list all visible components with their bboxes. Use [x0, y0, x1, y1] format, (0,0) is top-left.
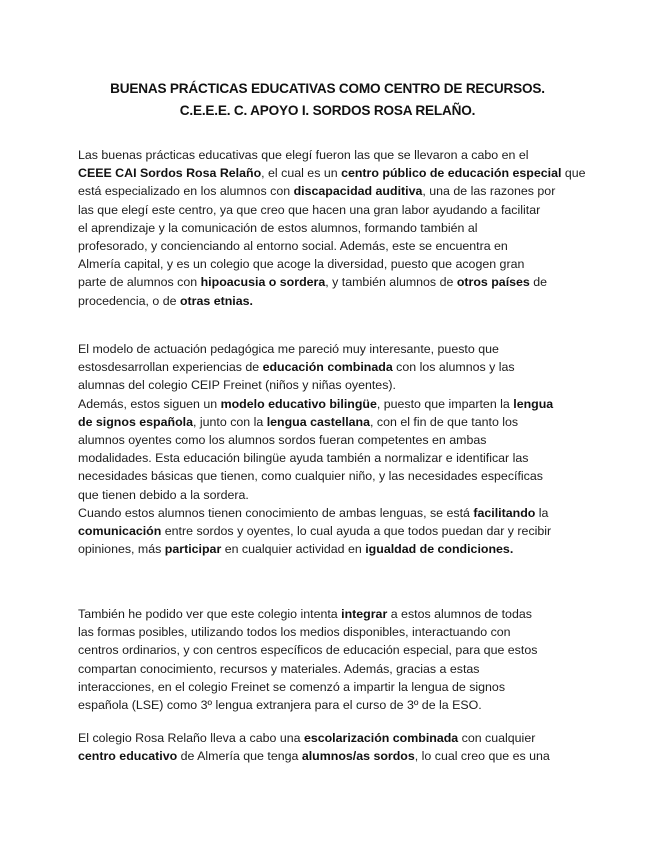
- text-run: compartan conocimiento, recursos y materiales. Además, gracias a estas: [78, 661, 480, 676]
- text-line: [78, 641, 598, 659]
- text-line: [78, 358, 598, 376]
- text-line: [78, 164, 598, 182]
- document-title: [40, 78, 615, 122]
- text-run: con cualquier: [458, 731, 536, 745]
- text-run: centros ordinarios, y con centros específicos de educación especial, para que estos: [78, 643, 538, 658]
- text-run: modalidades. Esta educación bilingüe ayuda también a normalizar e identificar las: [78, 451, 529, 466]
- text-run: que tienen debido a la sordera.: [78, 487, 249, 502]
- text-run: También he podido ver que este colegio intenta: [78, 607, 342, 621]
- bold-text: educación combinada: [262, 360, 393, 375]
- bold-text: centro público de educación especial: [341, 166, 562, 181]
- text-run: , y también alumnos de: [325, 275, 457, 290]
- text-run: interacciones, en el colegio Freinet se comenzó a impartir la lengua de signos: [78, 679, 506, 694]
- text-run: , lo cual creo que es una: [414, 749, 550, 764]
- text-line: [78, 467, 598, 485]
- bold-text: facilitando: [473, 505, 536, 520]
- text-line: [78, 660, 598, 678]
- text-line: [78, 376, 598, 394]
- text-run: Almería capital, y es un colegio que acoge la diversidad, puesto que acogen gran: [78, 257, 525, 272]
- text-run: necesidades básicas que tienen, como cualquier niño, y las necesidades específicas: [78, 469, 543, 484]
- text-line: [78, 395, 598, 413]
- text-run: las formas posibles, utilizando todos los medios disponibles, interactuando con: [78, 625, 511, 640]
- bold-text: participar: [164, 542, 222, 557]
- bold-text: modelo educativo bilingüe: [220, 396, 377, 411]
- text-run: , junto con la: [193, 414, 267, 429]
- text-line: [78, 255, 598, 273]
- bold-text: de signos española: [78, 414, 193, 429]
- text-run: entre sordos y oyentes, lo cual ayuda a que todos puedan dar y recibir: [161, 524, 552, 539]
- text-run: de Almería que tenga: [177, 749, 302, 764]
- text-line: [78, 696, 598, 714]
- text-run: alumnos oyentes como los alumnos sordos fueran competentes en ambas: [78, 433, 487, 448]
- text-run: opiniones, más: [78, 542, 165, 557]
- text-line: [78, 747, 598, 765]
- text-line: [78, 605, 598, 623]
- text-run: con los alumnos y las: [392, 360, 515, 375]
- text-line: [78, 431, 598, 449]
- text-run: española (LSE) como 3º lengua extranjera para el curso de 3º de la ESO.: [78, 698, 482, 713]
- text-run: que: [561, 166, 586, 181]
- paragraph-1: [78, 146, 598, 310]
- bold-text: integrar: [341, 607, 388, 621]
- paragraph-3: [78, 605, 598, 714]
- text-run: parte de alumnos con: [78, 275, 201, 290]
- bold-text: otros países: [456, 275, 530, 290]
- text-run: Cuando estos alumnos tienen conocimiento de ambas lenguas, se está: [78, 505, 474, 520]
- paragraph-4: [78, 729, 598, 765]
- text-run: , puesto que imparten la: [376, 396, 514, 411]
- text-line: [78, 182, 598, 200]
- text-run: de: [529, 275, 548, 290]
- text-run: las que elegí este centro, ya que creo que hacen una gran labor ayudando a facilitar: [78, 202, 541, 217]
- text-run: alumnas del colegio CEIP Freinet (niños y niñas oyentes).: [78, 378, 396, 393]
- bold-text: lengua castellana: [266, 414, 371, 429]
- text-line: [78, 413, 598, 431]
- text-run: el aprendizaje y la comunicación de estos alumnos, formando también al: [78, 220, 478, 235]
- text-line: [78, 237, 598, 255]
- text-run: en cualquier actividad en: [221, 542, 366, 557]
- bold-text: alumnos/as sordos: [301, 749, 415, 764]
- text-line: [78, 146, 598, 164]
- text-run: Además, estos siguen un: [78, 396, 221, 411]
- text-line: [78, 292, 598, 310]
- text-run: El colegio Rosa Relaño lleva a cabo una: [78, 731, 304, 745]
- text-line: [78, 678, 598, 696]
- text-run: está especializado en los alumnos con: [78, 184, 294, 199]
- text-run: , el cual es un: [261, 166, 342, 181]
- text-run: Las buenas prácticas educativas que elegí fueron las que se llevaron a cabo en el: [78, 148, 529, 162]
- text-run: El modelo de actuación pedagógica me pareció muy interesante, puesto que: [78, 342, 499, 356]
- text-line: [78, 273, 598, 291]
- paragraph-2: [78, 340, 598, 558]
- text-line: [78, 623, 598, 641]
- bold-text: centro educativo: [78, 749, 178, 764]
- text-run: profesorado, y concienciando al entorno social. Además, este se encuentra en: [78, 239, 508, 254]
- text-line: [78, 449, 598, 467]
- text-run: a estos alumnos de todas: [387, 607, 532, 621]
- title-line-1: BUENAS PRÁCTICAS EDUCATIVAS COMO CENTRO DE RECURSOS.: [110, 81, 545, 96]
- bold-text: hipoacusia o sordera: [200, 275, 326, 290]
- text-line: [78, 504, 598, 522]
- text-line: [78, 729, 598, 747]
- text-run: la: [535, 505, 549, 520]
- text-run: , una de las razones por: [422, 184, 556, 199]
- text-line: [78, 340, 598, 358]
- text-line: [78, 201, 598, 219]
- text-line: [78, 522, 598, 540]
- text-line: [78, 219, 598, 237]
- text-line: [78, 486, 598, 504]
- bold-text: CEEE CAI Sordos Rosa Relaño: [78, 166, 262, 181]
- bold-text: igualdad de condiciones.: [365, 542, 514, 557]
- bold-text: lengua: [513, 396, 554, 411]
- title-line-2: C.E.E.E. C. APOYO I. SORDOS ROSA RELAÑO.: [179, 103, 476, 118]
- text-line: [78, 540, 598, 558]
- bold-text: otras etnias.: [179, 293, 253, 308]
- text-run: procedencia, o de: [78, 293, 180, 308]
- text-run: estosdesarrollan experiencias de: [78, 360, 263, 375]
- text-run: , con el fin de que tanto los: [370, 414, 519, 429]
- bold-text: discapacidad auditiva: [293, 184, 423, 199]
- bold-text: escolarización combinada: [303, 731, 459, 745]
- bold-text: comunicación: [78, 524, 162, 539]
